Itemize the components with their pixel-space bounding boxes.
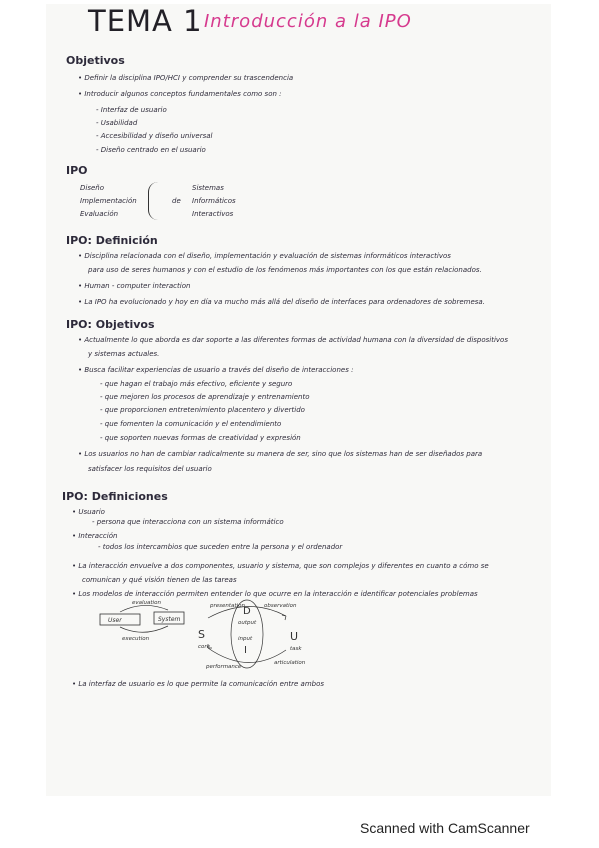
ipo-right-3: Interactivos <box>192 210 234 218</box>
objetivos-heading: Objetivos <box>66 54 125 67</box>
ipo-objetivos-sub-1: - que hagan el trabajo más efectivo, eficiente y seguro <box>100 380 293 388</box>
tema-title: TEMA 1 <box>88 4 203 38</box>
definicion-item-1b: para uso de seres humanos y con el estudio de los fenómenos más importantes con los que están relacionados. <box>88 266 482 274</box>
definiciones-heading: IPO: Definiciones <box>62 490 168 503</box>
objetivos-sub-4: - Diseño centrado en el usuario <box>96 146 206 154</box>
ipo-de: de <box>172 197 181 205</box>
definiciones-usuario: • Usuario <box>72 508 105 516</box>
objetivos-sub-1: - Interfaz de usuario <box>96 106 167 114</box>
ipo-objetivos-sub-4: - que fomenten la comunicación y el entendimiento <box>100 420 282 428</box>
definiciones-interaccion: • Interacción <box>72 532 118 540</box>
definiciones-item-3: • La interfaz de usuario es lo que permite la comunicación entre ambos <box>72 680 325 688</box>
scanner-watermark: Scanned with CamScanner <box>360 820 530 836</box>
ipo-right-1: Sistemas <box>192 184 224 192</box>
execution-arrow-icon <box>120 626 168 632</box>
ipo-objetivos-heading: IPO: Objetivos <box>66 318 155 331</box>
input-label: input <box>238 636 253 642</box>
definiciones-item-2: • Los modelos de interacción permiten entender lo que ocurre en la interacción e identificar potenciales problemas <box>72 590 478 598</box>
core-label: core <box>198 644 211 650</box>
task-label: task <box>290 646 302 652</box>
ipo-left-3: Evaluación <box>80 210 119 218</box>
articulation-label: articulation <box>274 660 306 666</box>
definiciones-item-1b: comunican y qué visión tienen de las tareas <box>82 576 237 584</box>
objetivos-item-2: • Introducir algunos conceptos fundamentales como son : <box>78 90 282 98</box>
system-label: System <box>158 616 181 623</box>
ipo-right-2: Informáticos <box>192 197 236 205</box>
definicion-item-3: • La IPO ha evolucionado y hoy en día va mucho más allá del diseño de interfaces para ordenadores de sobremesa. <box>78 298 485 306</box>
ipo-objetivos-item-3b: satisfacer los requisitos del usuario <box>88 465 212 473</box>
execution-label: execution <box>122 636 150 642</box>
ipo-left-1: Diseño <box>80 184 105 192</box>
interaction-framework-diagram <box>98 598 338 678</box>
evaluation-label: evaluation <box>132 600 161 606</box>
ipo-objetivos-sub-3: - que proporcionen entretenimiento placentero y divertido <box>100 406 305 414</box>
brace-icon <box>148 182 163 220</box>
definicion-heading: IPO: Definición <box>66 234 158 247</box>
objetivos-sub-2: - Usabilidad <box>96 119 138 127</box>
definicion-item-1a: • Disciplina relacionada con el diseño, implementación y evaluación de sistemas informáticos interactivos <box>78 252 451 260</box>
arrowhead-icon <box>282 615 286 620</box>
evaluation-arrow-icon <box>120 605 168 612</box>
ipo-objetivos-item-3a: • Los usuarios no han de cambiar radicalmente su manera de ser, sino que los sistemas han de ser diseñados para <box>78 450 483 458</box>
performance-label: performance <box>206 664 242 670</box>
input-letter: I <box>244 645 247 656</box>
presentation-label: presentation <box>210 603 245 609</box>
definiciones-usuario-def: - persona que interacciona con un sistema informático <box>92 518 284 526</box>
ipo-objetivos-sub-5: - que soporten nuevas formas de creatividad y expresión <box>100 434 301 442</box>
ipo-objetivos-item-1b: y sistemas actuales. <box>88 350 160 358</box>
user-label: User <box>108 617 122 624</box>
definicion-item-2: • Human - computer interaction <box>78 282 191 290</box>
output-label: output <box>238 620 257 626</box>
ipo-objetivos-item-2: • Busca facilitar experiencias de usuario a través del diseño de interacciones : <box>78 366 354 374</box>
user-letter: U <box>290 630 299 643</box>
subject-title: Introducción a la IPO <box>204 11 412 32</box>
display-letter: D <box>243 606 251 617</box>
objetivos-item-1: • Definir la disciplina IPO/HCI y comprender su trascendencia <box>78 74 294 82</box>
ipo-objetivos-sub-2: - que mejoren los procesos de aprendizaje y entrenamiento <box>100 393 310 401</box>
ipo-heading: IPO <box>66 164 88 177</box>
definiciones-item-1a: • La interacción envuelve a dos componentes, usuario y sistema, que son complejos y diferentes en cuanto a cómo se <box>72 562 489 570</box>
observation-label: observation <box>264 603 297 609</box>
objetivos-sub-3: - Accesibilidad y diseño universal <box>96 132 213 140</box>
ipo-objetivos-item-1a: • Actualmente lo que aborda es dar soporte a las diferentes formas de actividad humana con la diversidad de dispositivos <box>78 336 508 344</box>
ipo-left-2: Implementación <box>80 197 137 205</box>
definiciones-interaccion-def: - todos los intercambios que suceden entre la persona y el ordenador <box>98 543 343 551</box>
system-letter: S <box>198 628 205 641</box>
